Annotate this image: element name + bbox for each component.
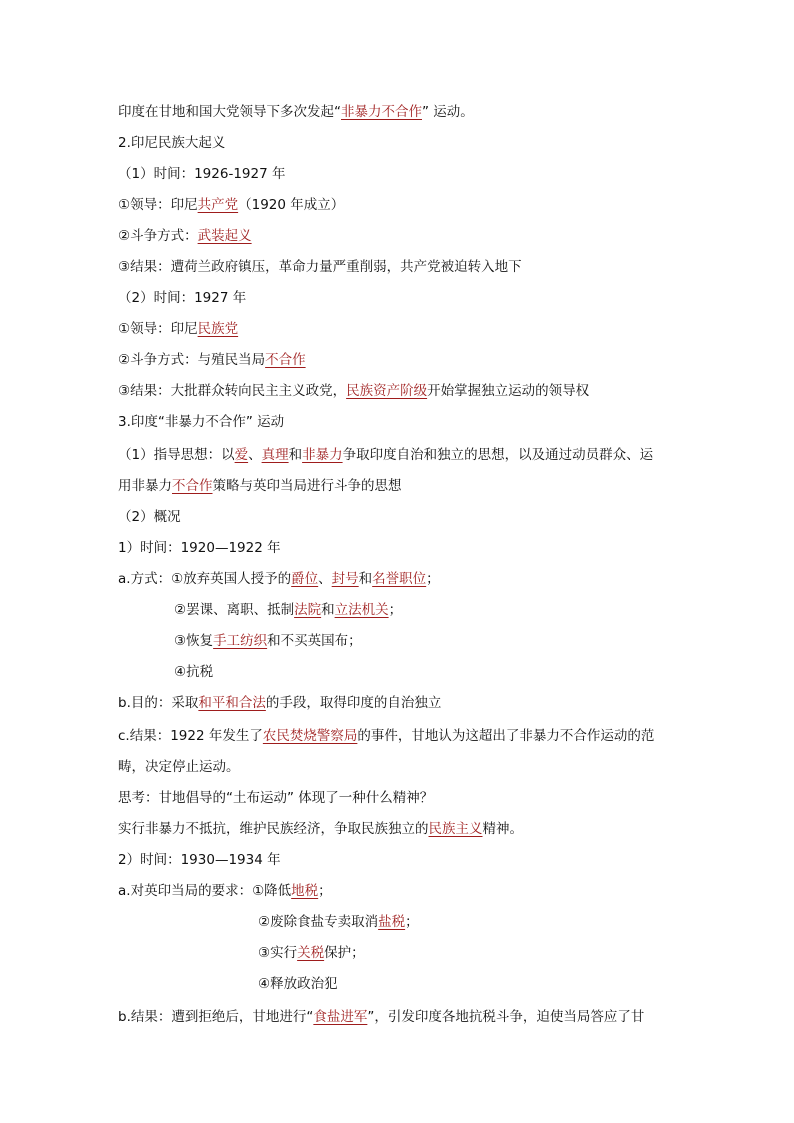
text-line [118, 289, 246, 307]
text-segment: 和 [288, 447, 303, 463]
text-segment: a.对英印当局的要求：①降低 [118, 883, 292, 899]
text-line [258, 975, 338, 993]
text-segment: b.结果：遭到拒绝后，甘地进行“ [118, 1009, 314, 1025]
underlined-keyword: 不合作 [172, 478, 213, 494]
underlined-keyword: 非暴力 [302, 447, 343, 463]
text-segment: （1）指导思想：以 [118, 447, 235, 463]
text-segment: c.结果：1922 年发生了 [118, 728, 263, 744]
underlined-keyword: 非暴力不合作 [341, 104, 422, 120]
text-segment: 畴，决定停止运动。 [118, 759, 240, 775]
text-segment: （1）时间：1926-1927 年 [118, 166, 286, 182]
text-line [118, 165, 285, 183]
text-segment: 策略与英印当局进行斗争的思想 [212, 478, 402, 494]
text-segment: 3.印度“非暴力不合作” 运动 [118, 414, 285, 430]
text-segment: ①领导：印尼 [118, 197, 198, 213]
underlined-keyword: 民族党 [197, 321, 239, 337]
text-line [118, 382, 589, 400]
text-line [118, 351, 306, 369]
underlined-keyword: 地税 [291, 883, 319, 899]
text-line [118, 539, 281, 557]
text-segment: a.方式：①放弃英国人授予的 [118, 571, 292, 587]
underlined-keyword: 不合作 [265, 352, 306, 368]
text-segment: ②罢课、离职、抵制 [174, 602, 295, 618]
text-line [118, 851, 281, 869]
text-segment: （1920 年成立） [238, 197, 345, 213]
text-line [174, 601, 402, 619]
text-line [118, 694, 441, 712]
text-line [118, 508, 181, 526]
text-segment: （2）概况 [118, 509, 181, 525]
underlined-keyword: 立法机关 [334, 602, 389, 618]
text-segment: ②斗争方式： [118, 228, 198, 244]
text-segment: ” 运动。 [422, 104, 474, 120]
text-segment: ”，引发印度各地抗税斗争，迫使当局答应了甘 [367, 1009, 645, 1025]
underlined-keyword: 关税 [297, 945, 325, 961]
text-segment: 印度在甘地和国大党领导下多次发起“ [118, 104, 341, 120]
text-line [118, 258, 522, 276]
underlined-keyword: 真理 [261, 447, 289, 463]
text-line [118, 789, 433, 807]
underlined-keyword: 手工纺织 [213, 633, 268, 649]
text-segment: ； [318, 883, 332, 899]
text-segment: ①领导：印尼 [118, 321, 198, 337]
text-segment: ； [388, 602, 403, 618]
text-line [118, 196, 344, 214]
text-line [118, 820, 523, 838]
text-line [258, 913, 419, 931]
underlined-keyword: 法院 [294, 602, 322, 618]
text-line [118, 320, 238, 338]
text-segment: 、 [318, 571, 332, 587]
text-segment: b.目的：采取 [118, 695, 199, 711]
text-segment: ③结果：遭荷兰政府镇压，革命力量严重削弱，共产党被迫转入地下 [118, 259, 522, 275]
text-line [118, 727, 654, 745]
underlined-keyword: 爵位 [291, 571, 319, 587]
text-segment: ； [426, 571, 440, 587]
underlined-keyword: 盐税 [378, 914, 406, 930]
text-segment: 和 [358, 571, 373, 587]
underlined-keyword: 和平和合法 [198, 695, 266, 711]
underlined-keyword: 共产党 [197, 197, 239, 213]
text-line [258, 944, 365, 962]
text-line [118, 227, 252, 245]
underlined-keyword: 名誉职位 [372, 571, 427, 587]
text-segment: ③实行 [258, 945, 298, 961]
underlined-keyword: 爱 [234, 447, 249, 463]
text-segment: 保护； [324, 945, 365, 961]
text-line [118, 1008, 644, 1026]
text-segment: 2.印尼民族大起义 [118, 135, 226, 151]
text-line [118, 477, 402, 495]
text-segment: （2）时间：1927 年 [118, 290, 247, 306]
text-segment: 用非暴力 [118, 478, 172, 494]
text-segment: 争取印度自治和独立的思想，以及通过动员群众、运 [342, 447, 654, 463]
text-line [118, 103, 474, 121]
underlined-keyword: 农民焚烧警察局 [262, 728, 358, 744]
text-segment: 1）时间：1920—1922 年 [118, 540, 281, 556]
text-segment: ④抗税 [174, 664, 214, 680]
text-line [118, 413, 284, 431]
text-segment: 、 [248, 447, 262, 463]
underlined-keyword: 武装起义 [197, 228, 252, 244]
text-line [174, 632, 362, 650]
text-line [118, 758, 240, 776]
text-line [118, 882, 332, 900]
text-line [174, 663, 213, 681]
text-line [118, 570, 440, 588]
underlined-keyword: 封号 [331, 571, 359, 587]
text-segment: 和不买英国布； [267, 633, 362, 649]
underlined-keyword: 民族主义 [428, 821, 483, 837]
text-segment: 开始掌握独立运动的领导权 [427, 383, 590, 399]
text-line [118, 134, 225, 152]
text-segment: 的事件，甘地认为这超出了非暴力不合作运动的范 [357, 728, 655, 744]
text-segment: ③恢复 [174, 633, 214, 649]
text-line [118, 446, 653, 464]
text-segment: 精神。 [482, 821, 523, 837]
text-segment: ； [405, 914, 419, 930]
text-segment: 2）时间：1930—1934 年 [118, 852, 281, 868]
text-segment: 的手段，取得印度的自治独立 [265, 695, 442, 711]
text-segment: ②斗争方式：与殖民当局 [118, 352, 266, 368]
text-segment: ④释放政治犯 [258, 976, 338, 992]
underlined-keyword: 民族资产阶级 [346, 383, 428, 399]
text-segment: ③结果：大批群众转向民主主义政党， [118, 383, 347, 399]
text-segment: 实行非暴力不抵抗，维护民族经济，争取民族独立的 [118, 821, 429, 837]
text-segment: 和 [321, 602, 335, 618]
text-segment: ②废除食盐专卖取消 [258, 914, 379, 930]
underlined-keyword: 食盐进军 [313, 1009, 368, 1025]
text-segment: 思考：甘地倡导的“土布运动” 体现了一种什么精神？ [118, 790, 434, 806]
